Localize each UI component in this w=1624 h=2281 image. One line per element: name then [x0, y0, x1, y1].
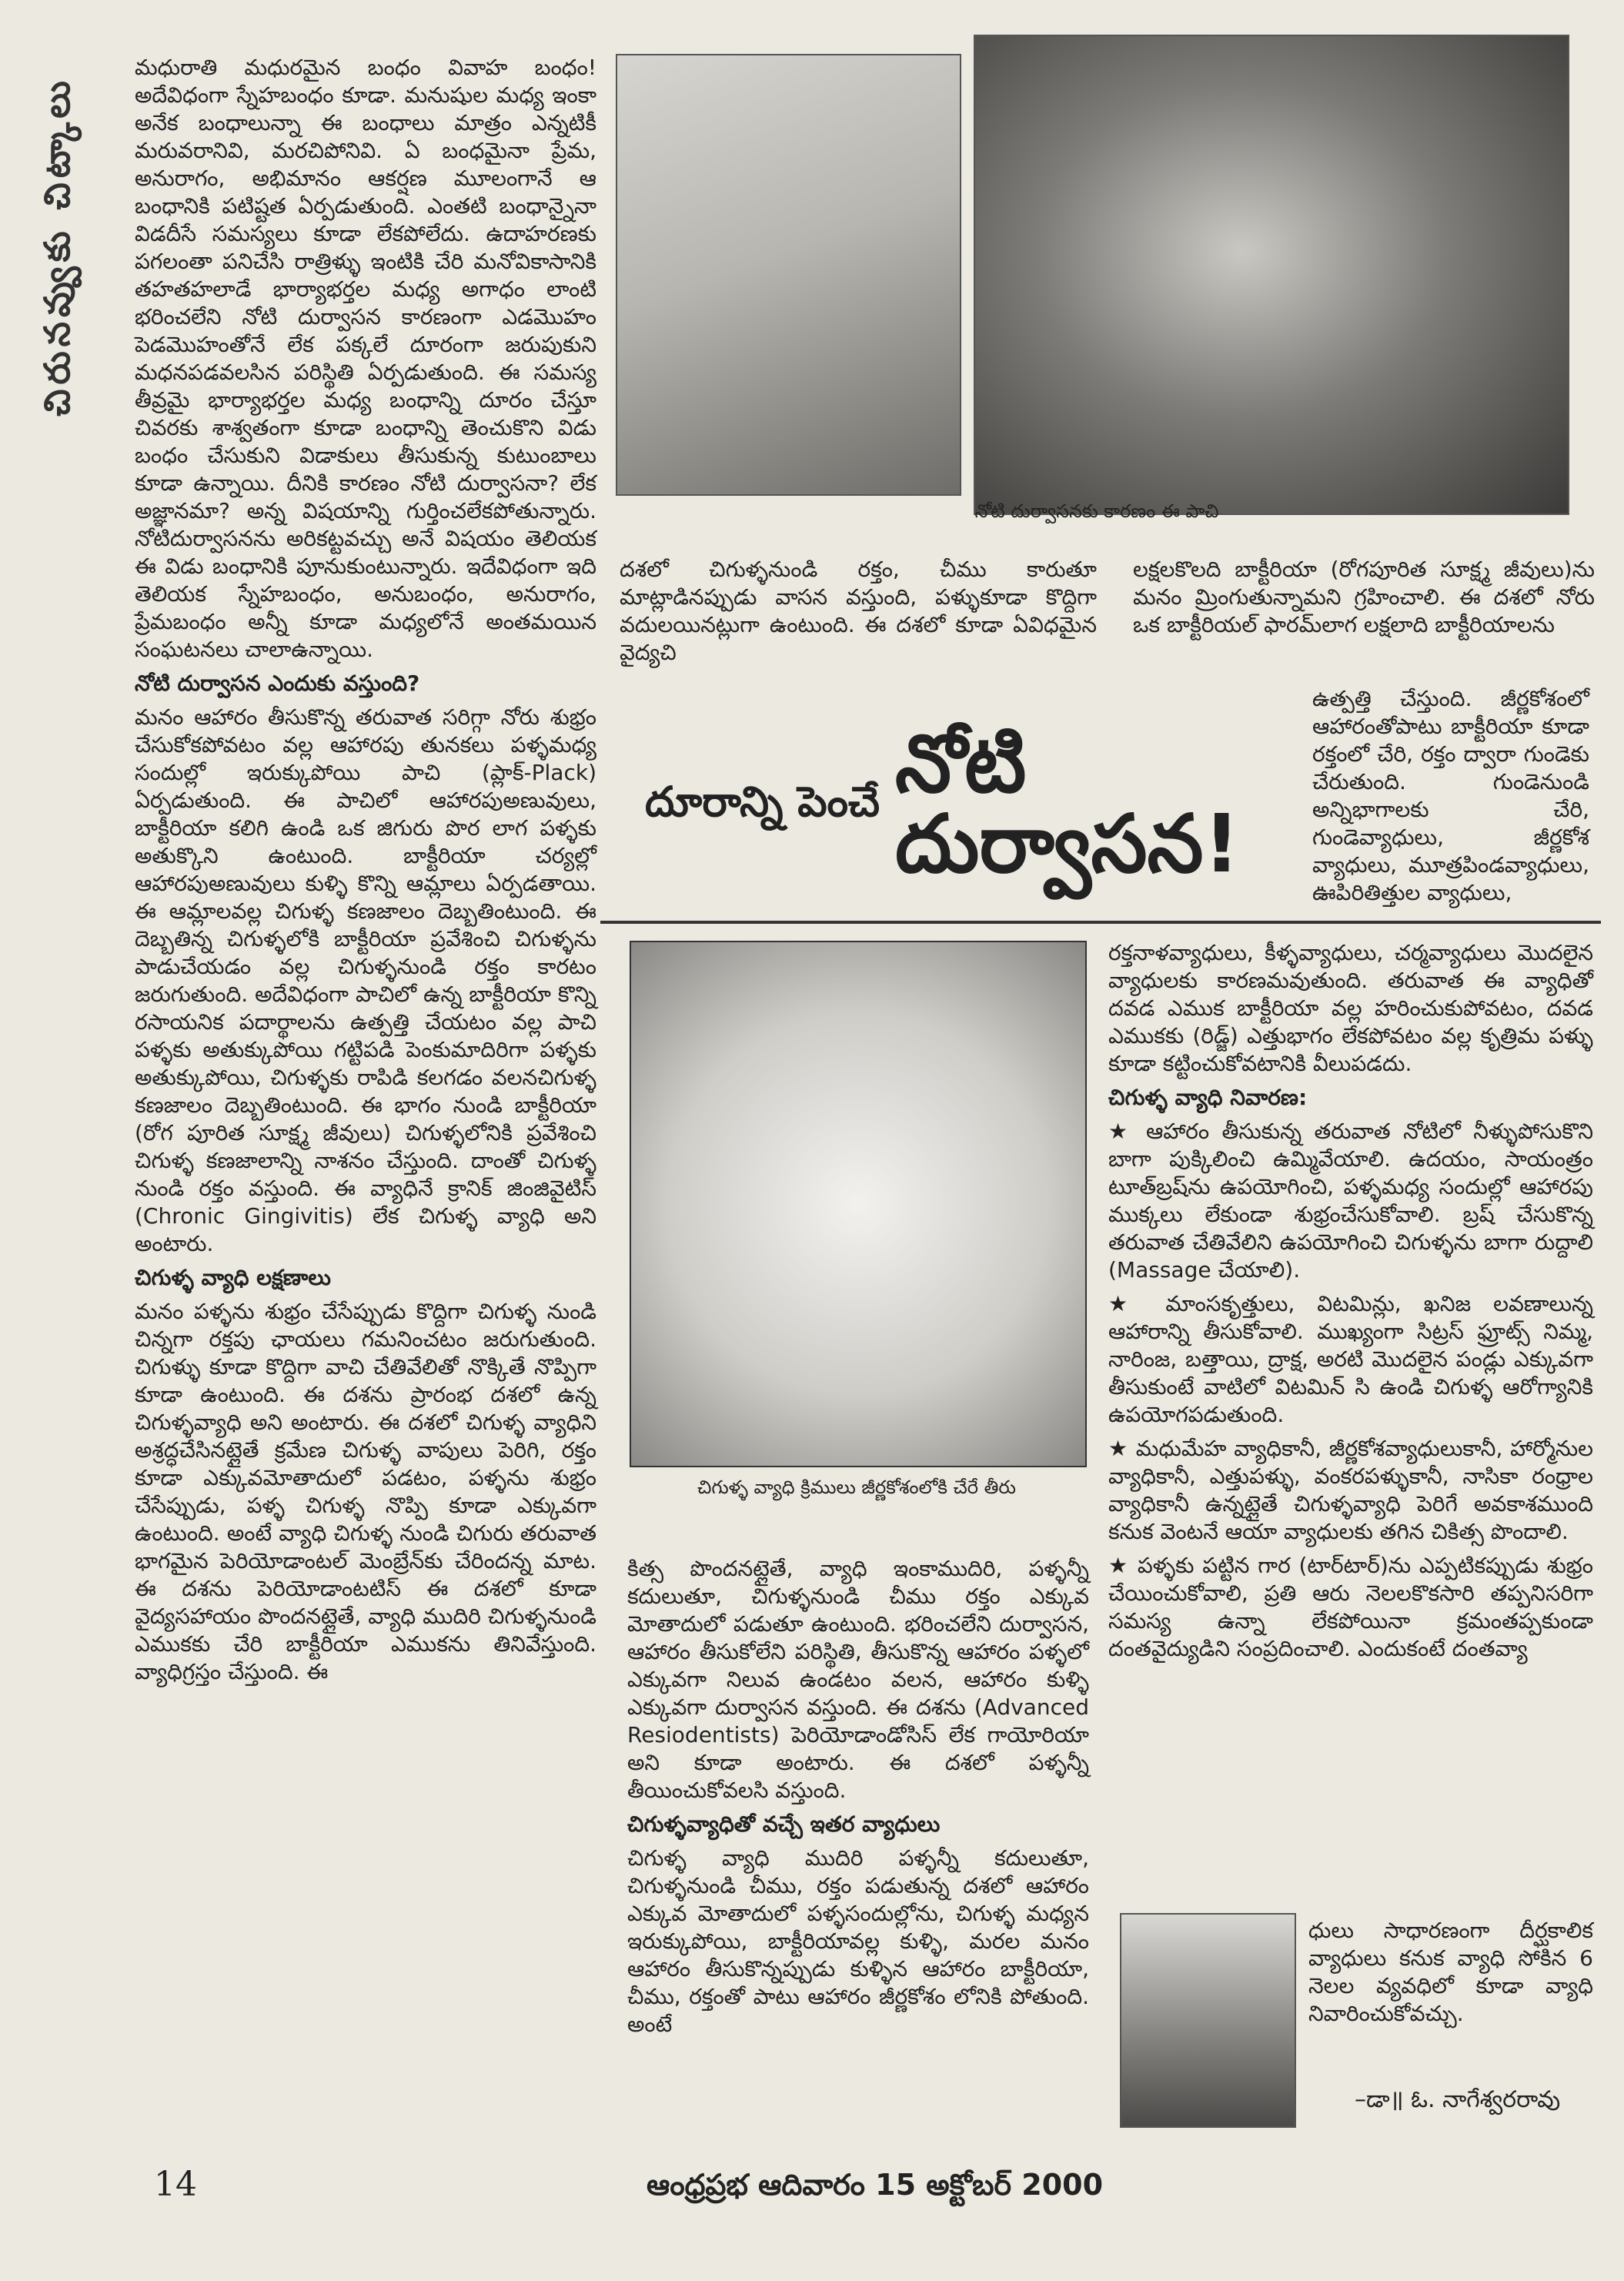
- author-photo: [1120, 1913, 1296, 2128]
- body-diagram-illustration: [630, 941, 1087, 1467]
- tooth-xray-photo: [616, 54, 961, 496]
- column-2-bottom: కిత్స పొందనట్లైతే, వ్యాధి ఇంకాముదిరి, పళ్ళన్నీ కదులుతూ, చిగుళ్ళనుండి చీము రక్తం ఎక్కువ మోతాదులో పడుతూ ఉంటుంది. భరించలేని దుర్వాసన, ఆహారం తీసుకోలేని పరిస్థితి, తీసుకొన్న ఆహారం పళ్ళలో ఎక్కువగా నిలువ ఉండటం వలన, ఆహారం కుళ్ళి ఎక్కువగా దుర్వాసన వస్తుంది. ఈ దశను (Advanced Resiodentists) పెరియోడాండోసిస్ లేక గాయోరియా అని కూడా అంటారు. ఈ దశలో పళ్ళన్నీ తీయించుకోవలసి వస్తుంది. చిగుళ్ళవ్యాధితో వచ్చే ఇతర వ్యాధులు చిగుళ్ళ వ్యాధి ముదిరి పళ్ళన్నీ కదులుతూ, చిగుళ్ళనుండి చీము, రక్తం పడుతున్న దశలో ఆహారం ఎక్కువ మోతాదులో పళ్ళసందుల్లోను, చిగుళ్ళ మధ్యన ఇరుక్కుపోయి, బాక్టీరియావల్ల కుళ్ళి, మరల మనం ఆహారం తీసుకొన్నప్పుడు కుళ్ళిన ఆహారం బాక్టీరియా, చీము, రక్తంతో పాటు ఆహారం జీర్ణకోశం లోనికి పోతుంది. అంటే: [627, 1556, 1089, 2037]
- headline-rule: [600, 921, 1601, 924]
- column-3-end: ధులు సాధారణంగా దీర్ఘకాలిక వ్యాధులు కనుక వ్యాధి సోకిన 6 నెలల వ్యవధిలో కూడా వ్యాధి నివారించుకోవచ్చు.: [1308, 1918, 1593, 2026]
- column-2-top: దశలో చిగుళ్ళనుండి రక్తం, చీము కారుతూ మాట్లాడినప్పుడు వాసన వస్తుంది, పళ్ళుకూడా కొద్దిగా వదులయినట్లుగా ఉంటుంది. ఈ దశలో కూడా ఏవిధమైన వైద్యచి: [620, 557, 1097, 665]
- page-number: 14: [154, 2165, 197, 2204]
- photo-caption: నోటి దుర్వాసనకు కారణం ఈ పాచి: [974, 500, 1219, 522]
- headline-main: నోటి దుర్వాసన!: [895, 717, 1240, 891]
- headline: [637, 693, 1253, 891]
- diagram-caption: చిగుళ్ళ వ్యాధి క్రిములు జీర్ణకోశంలోకి చేరే తీరు: [697, 1477, 1016, 1498]
- section-title-vertical: చిరునవ్వుకు చిట్కాలు: [36, 76, 78, 416]
- page-footer: [0, 2156, 1624, 2225]
- gum-disease-photo: [974, 35, 1569, 515]
- column-3-mid: రక్తనాళవ్యాధులు, కీళ్ళవ్యాధులు, చర్మవ్యాధులు మొదలైన వ్యాధులకు కారణమవుతుంది. తరువాత ఈ వ్యాధితో దవడ ఎముక బాక్టీరియా వల్ల హరించుకుపోవటం, దవడ ఎముకకు (రిడ్జ్) ఎత్తుభాగం లేకపోవటం వల్ల కృత్రిమ పళ్ళు కూడా కట్టించుకోవటానికి వీలుపడదు. చిగుళ్ళ వ్యాధి నివారణ: ★ ఆహారం తీసుకున్న తరువాత నోటిలో నీళ్ళుపోసుకొని బాగా పుక్కిలించి ఉమ్మివేయాలి. ఉదయం, సాయంత్రం టూత్‌బ్రష్‌ను ఉపయోగించి, పళ్ళమధ్య సందుల్లో ఆహారపు ముక్కలు లేకుండా శుభ్రంచేసుకోవాలి. బ్రష్ చేసుకొన్న తరువాత చేతివేలిని ఉపయోగించి చిగుళ్ళను బాగా రుద్దాలి (Massage చేయాలి). ★ మాంసకృత్తులు, విటమిన్లు, ఖనిజ లవణాలున్న ఆహారాన్ని తీసుకోవాలి. ముఖ్యంగా సిట్రస్ ఫ్రూట్స్ నిమ్మ, నారింజ, బత్తాయి, ద్రాక్ష, అరటి మొదలైన పండ్లు ఎక్కువగా తీసుకుంటే వాటిలో విటమిన్ సి ఉండి చిగుళ్ళ ఆరోగ్యానికి ఉపయోగపడుతుంది. ★ మధుమేహ వ్యాధికానీ, జీర్ణకోశవ్యాధులుకానీ, హార్మోనుల వ్యాధికానీ, ఎత్తుపళ్ళు, వంకరపళ్ళుకానీ, నాసికా రంధ్రాల వ్యాధికానీ ఉన్నట్లైతే చిగుళ్ళవ్యాధి పెరిగే అవకాశముంది కనుక వెంటనే ఆయా వ్యాధులకు తగిన చికిత్స పొందాలి. ★ పళ్ళకు పట్టిన గార (టార్‌టార్)ను ఎప్పటికప్పుడు శుభ్రం చేయించుకోవాలి, ప్రతి ఆరు నెలలకొకసారి తప్పనిసరిగా సమస్య ఉన్నా లేకపోయినా క్రమంతప్పకుండా దంతవైద్యుడిని సంప్రదించాలి. ఎందుకంటే దంతవ్యా: [1108, 940, 1593, 1661]
- publication-dateline: ఆంధ్రప్రభ ఆదివారం 15 అక్టోబర్ 2000: [647, 2168, 1104, 2202]
- column-1: మధురాతి మధురమైన బంధం వివాహ బంధం! అదేవిధంగా స్నేహబంధం కూడా. మనుషుల మధ్య ఇంకా అనేక బంధాలున్నా ఈ బంధాలు మాత్రం ఎన్నటికీ మరువరానివి, మరచిపోనివి. ఏ బంధమైనా ప్రేమ, అనురాగం, అభిమానం ఆకర్షణ మూలంగానే ఆ బంధానికి పటిష్టత ఏర్పడుతుంది. ఎంతటి బంధాన్నైనా విడదీసే సమస్యలు కూడా లేకపోలేదు. ఉదాహరణకు పగలంతా పనిచేసి రాత్రిళ్ళు ఇంటికి చేరి మనోవికాసానికి తహతహలాడే భార్యాభర్తల మధ్య అగాధం లాంటి భరించలేని నోటి దుర్వాసన కారణంగా ఎడమొహం పెడమొహంతోనే లేక పక్కలే దూరంగా జరుపుకుని మధనపడవలసిన పరిస్థితి ఏర్పడుతుంది. ఈ సమస్య తీవ్రమై భార్యాభర్తల మధ్య బంధాన్ని దూరం చేస్తూ చివరకు శాశ్వతంగా కూడా బంధాన్ని తెంచుకొని విడు బంధం చేసుకుని విడాకులు తీసుకున్న కుటుంబాలు కూడా ఉన్నాయి. దీనికి కారణం నోటి దుర్వాసనా? లేక అజ్ఞానమా? అన్న విషయాన్ని గుర్తించలేకపోతున్నారు. నోటిదుర్వాసనను అరికట్టవచ్చు అనే విషయం తెలియక ఈ విడు బంధానికి పూనుకుంటున్నారు. ఇదేవిధంగా ఇది తెలియక స్నేహబంధం, అనుబంధం, అనురాగం, ప్రేమబంధం అన్నీ కూడా మధ్యలోనే అంతమయిన సంఘటనలు చాలాఉన్నాయి. నోటి దుర్వాసన ఎందుకు వస్తుంది? మనం ఆహారం తీసుకొన్న తరువాత సరిగ్గా నోరు శుభ్రం చేసుకోకపోవటం వల్ల ఆహారపు తునకలు పళ్ళమధ్య సందుల్లో ఇరుక్కుపోయి పాచి (ప్లాక్-Plack) ఏర్పడుతుంది. ఈ పాచిలో ఆహారపుఅణువులు, బాక్టీరియా కలిగి ఉండి ఒక జిగురు పొర లాగ పళ్ళకు అతుక్కొని ఉంటుంది. బాక్టీరియా చర్యల్లో ఆహారపుఅణువులు కుళ్ళి కొన్ని ఆమ్లాలు ఏర్పడతాయి. ఈ ఆమ్లాలవల్ల చిగుళ్ళ కణజాలం దెబ్బతింటుంది. ఈ దెబ్బతిన్న చిగుళ్ళలోకి బాక్టీరియా ప్రవేశించి చిగుళ్ళను పాడుచేయడం వల్ల చిగుళ్ళనుండి రక్తం కారటం జరుగుతుంది. అదేవిధంగా పాచిలో ఉన్న బాక్టీరియా కొన్ని రసాయనిక పదార్థాలను ఉత్పత్తి చేయటం వల్ల పాచి పళ్ళకు అతుక్కుపోయి గట్టిపడి పెంకుమాదిరిగా పళ్ళకు అతుక్కుపోయి, చిగుళ్ళకు రాపిడి కలగడం వలనచిగుళ్ళ కణజాలం దెబ్బతింటుంది. ఈ భాగం నుండి బాక్టీరియా (రోగ పూరిత సూక్ష్మ జీవులు) చిగుళ్ళలోనికి ప్రవేశించి చిగుళ్ళ కణజాలాన్ని నాశనం చేస్తుంది. దాంతో చిగుళ్ళ నుండి రక్తం వస్తుంది. ఈ వ్యాధినే క్రానిక్ జింజివైటిస్ (Chronic Gingivitis) లేక చిగుళ్ళ వ్యాధి అని అంటారు. చిగుళ్ళ వ్యాధి లక్షణాలు మనం పళ్ళను శుభ్రం చేసేప్పుడు కొద్దిగా చిగుళ్ళ నుండి చిన్నగా రక్తపు ఛాయలు గమనించటం జరుగుతుంది. చిగుళ్ళు కూడా కొద్దిగా వాచి చేతివేలితో నొక్కితే నొప్పిగా కూడా ఉంటుంది. ఈ దశను ప్రారంభ దశలో ఉన్న చిగుళ్ళవ్యాధి అని అంటారు. ఈ దశలో చిగుళ్ళ వ్యాధిని అశ్రద్ధచేసినట్లైతే క్రమేణ చిగుళ్ళ వాపులు పెరిగి, రక్తం కూడా ఎక్కువమోతాదులో పడటం, పళ్ళను శుభ్రం చేసేప్పుడు, పళ్ళ చిగుళ్ళ నొప్పి కూడా ఎక్కువగా ఉంటుంది. అంటే వ్యాధి చిగుళ్ళ నుండి చిగురు తరువాత భాగమైన పెరియోడాంటల్ మెంబ్రేన్‌కు చేరిందన్న మాట. ఈ దశను పెరియోడాంటటిస్ ఈ దశలో కూడా వైద్యసహాయం పొందనట్లైతే, వ్యాధి ముదిరి చిగుళ్ళనుండి ఎముకకు చేరి బాక్టీరియా ఎముకను తినివేస్తుంది. వ్యాధిగ్రస్తం చేస్తుంది. ఈ: [135, 55, 596, 1684]
- column-3-top: లక్షలకొలది బాక్టీరియా (రోగపూరిత సూక్ష్మ జీవులు)ను మనం మ్రింగుతున్నామని గ్రహించాలి. ఈ దశలో నోరు ఒక బాక్టీరియల్ ఫారమ్‌లాగ లక్షలాది బాక్టీరియాలను: [1133, 557, 1595, 637]
- headline-prefix: దూరాన్ని పెంచే: [645, 778, 881, 826]
- author-signature: –డా॥ ఓ. నాగేశ్వరరావు: [1355, 2086, 1561, 2113]
- column-3-narrow: ఉత్పత్తి చేస్తుంది. జీర్ణకోశంలో ఆహారంతోపాటు బాక్టీరియా కూడా రక్తంలో చేరి, రక్తం ద్వారా గుండెకు చేరుతుంది. గుండెనుండి అన్నిభాగాలకు చేరి, గుండెవ్యాధులు, జీర్ణకోశ వ్యాధులు, మూత్రపిండవ్యాధులు, ఊపిరితిత్తుల వ్యాధులు,: [1312, 686, 1589, 905]
